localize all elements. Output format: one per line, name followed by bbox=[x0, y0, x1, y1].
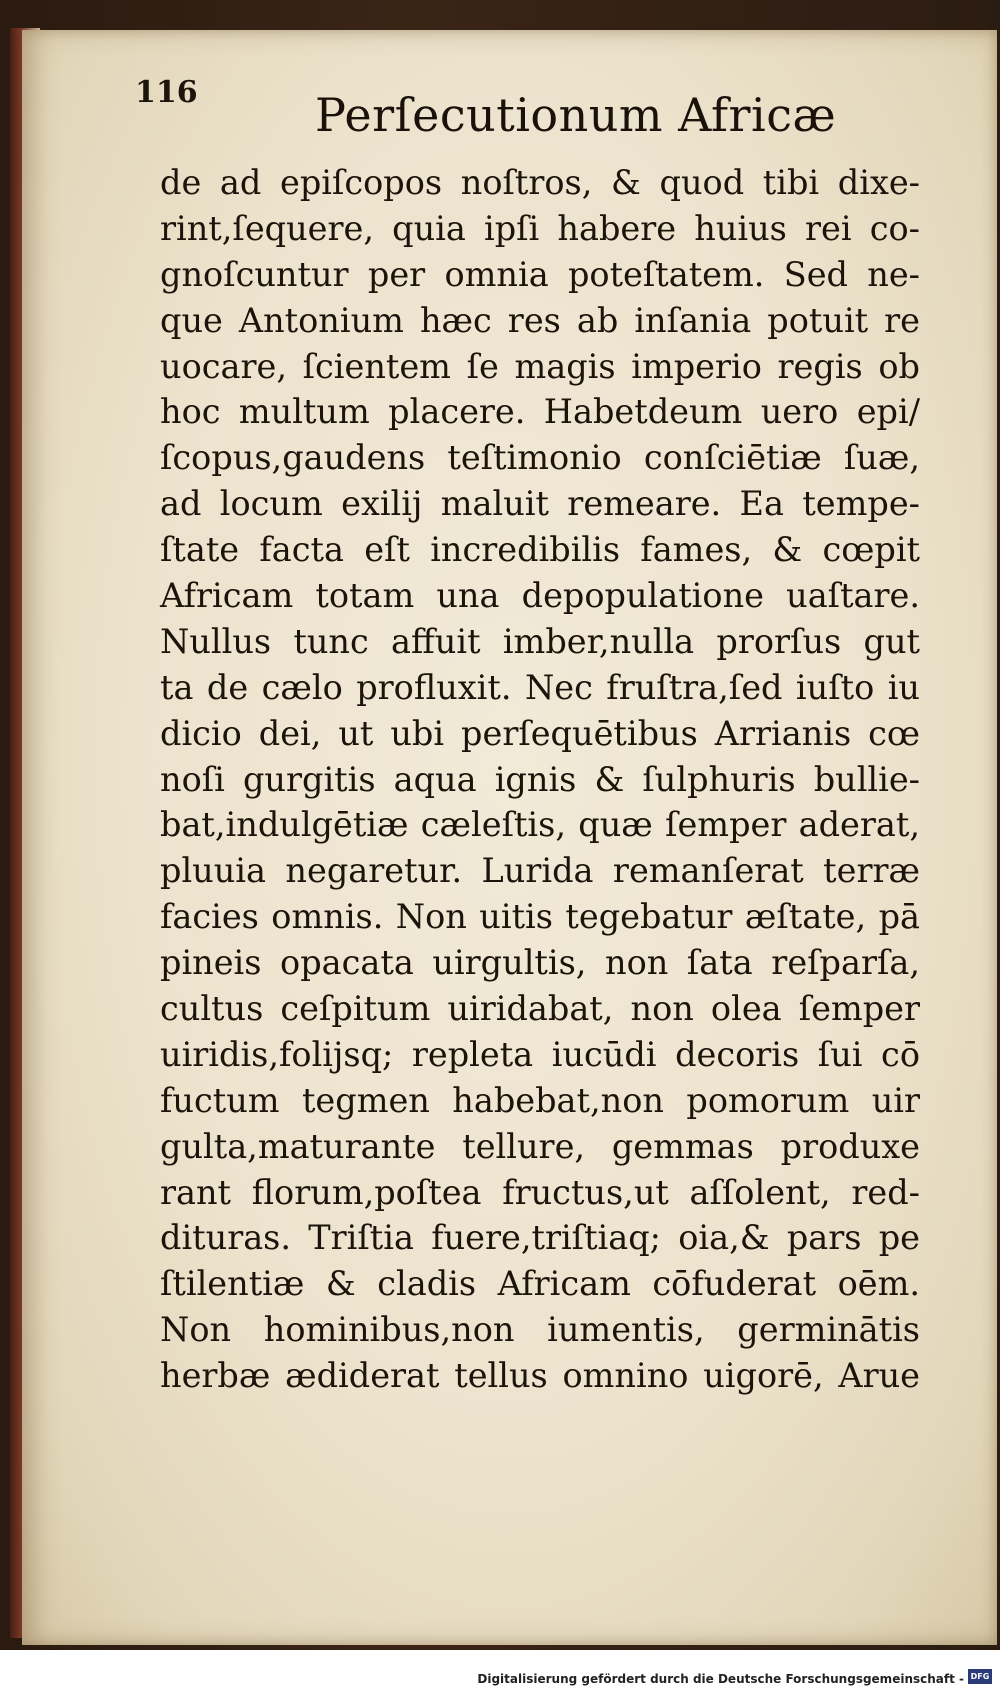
text-line: que Antonium hæc res ab inſania potuit re bbox=[160, 300, 920, 340]
text-line: gulta,maturante tellure, gemmas produxe bbox=[160, 1126, 920, 1166]
text-line: rint,ſequere, quia ipſi habere huius rei co- bbox=[160, 208, 920, 248]
text-line: ta de cælo profluxit. Nec fruſtra,ſed iuſto iu bbox=[160, 667, 920, 707]
text-line: dituras. Triſtia fuere,triſtiaq; oia,& pars pe bbox=[160, 1218, 920, 1258]
body-text bbox=[160, 160, 920, 1399]
funding-credit: Digitalisierung gefördert durch die Deutsche Forschungsgemeinschaft - bbox=[477, 1672, 964, 1686]
text-line: facies omnis. Non uitis tegebatur æſtate, pā bbox=[160, 897, 920, 937]
text-line: pineis opacata uirgultis, non ſata reſparſa, bbox=[160, 943, 920, 983]
text-line: ad locum exilij maluit remeare. Ea tempe- bbox=[160, 484, 920, 524]
text-line: Nullus tunc affuit imber,nulla prorſus gut bbox=[160, 621, 920, 661]
text-line: uocare, ſcientem ſe magis imperio regis ob bbox=[160, 346, 920, 386]
text-line: noſi gurgitis aqua ignis & ſulphuris bullie- bbox=[160, 759, 920, 799]
text-line: cultus ceſpitum uiridabat, non olea ſemper bbox=[160, 989, 920, 1029]
text-line: bat,indulgētiæ cæleſtis, quæ ſemper aderat, bbox=[160, 805, 920, 845]
text-line: gnoſcuntur per omnia poteſtatem. Sed ne- bbox=[160, 254, 920, 294]
text-line: ſtilentiæ & cladis Africam cōfuderat oēm. bbox=[160, 1264, 920, 1304]
running-head: Perſecutionum Africæ bbox=[315, 88, 837, 142]
text-line: Africam totam una depopulatione uaſtare. bbox=[160, 576, 920, 616]
text-line: fuctum tegmen habebat,non pomorum uir bbox=[160, 1080, 920, 1120]
text-line: uiridis,folijsq; repleta iucūdi decoris ſui cō bbox=[160, 1034, 920, 1074]
text-line: de ad epiſcopos noſtros, & quod tibi dixe- bbox=[160, 163, 920, 202]
text-line: herbæ ædiderat tellus omnino uigorē, Arue bbox=[160, 1356, 920, 1396]
text-line: hoc multum placere. Habetdeum uero epi/ bbox=[160, 392, 920, 432]
text-line: ſtate facta eſt incredibilis fames, & cœpit bbox=[160, 530, 920, 570]
text-line: dicio dei, ut ubi perſequētibus Arrianis cœ bbox=[160, 713, 920, 753]
text-line: ſcopus,gaudens teſtimonio conſciētiæ ſuæ, bbox=[160, 438, 920, 478]
page-number: 116 bbox=[135, 75, 198, 110]
text-line: pluuia negaretur. Lurida remanſerat terræ bbox=[160, 851, 920, 891]
dfg-logo: DFG bbox=[968, 1669, 992, 1684]
text-line: Non hominibus,non iumentis, germinātis bbox=[160, 1310, 920, 1350]
text-line: rant florum,poſtea fructus,ut aſſolent, red- bbox=[160, 1172, 920, 1212]
